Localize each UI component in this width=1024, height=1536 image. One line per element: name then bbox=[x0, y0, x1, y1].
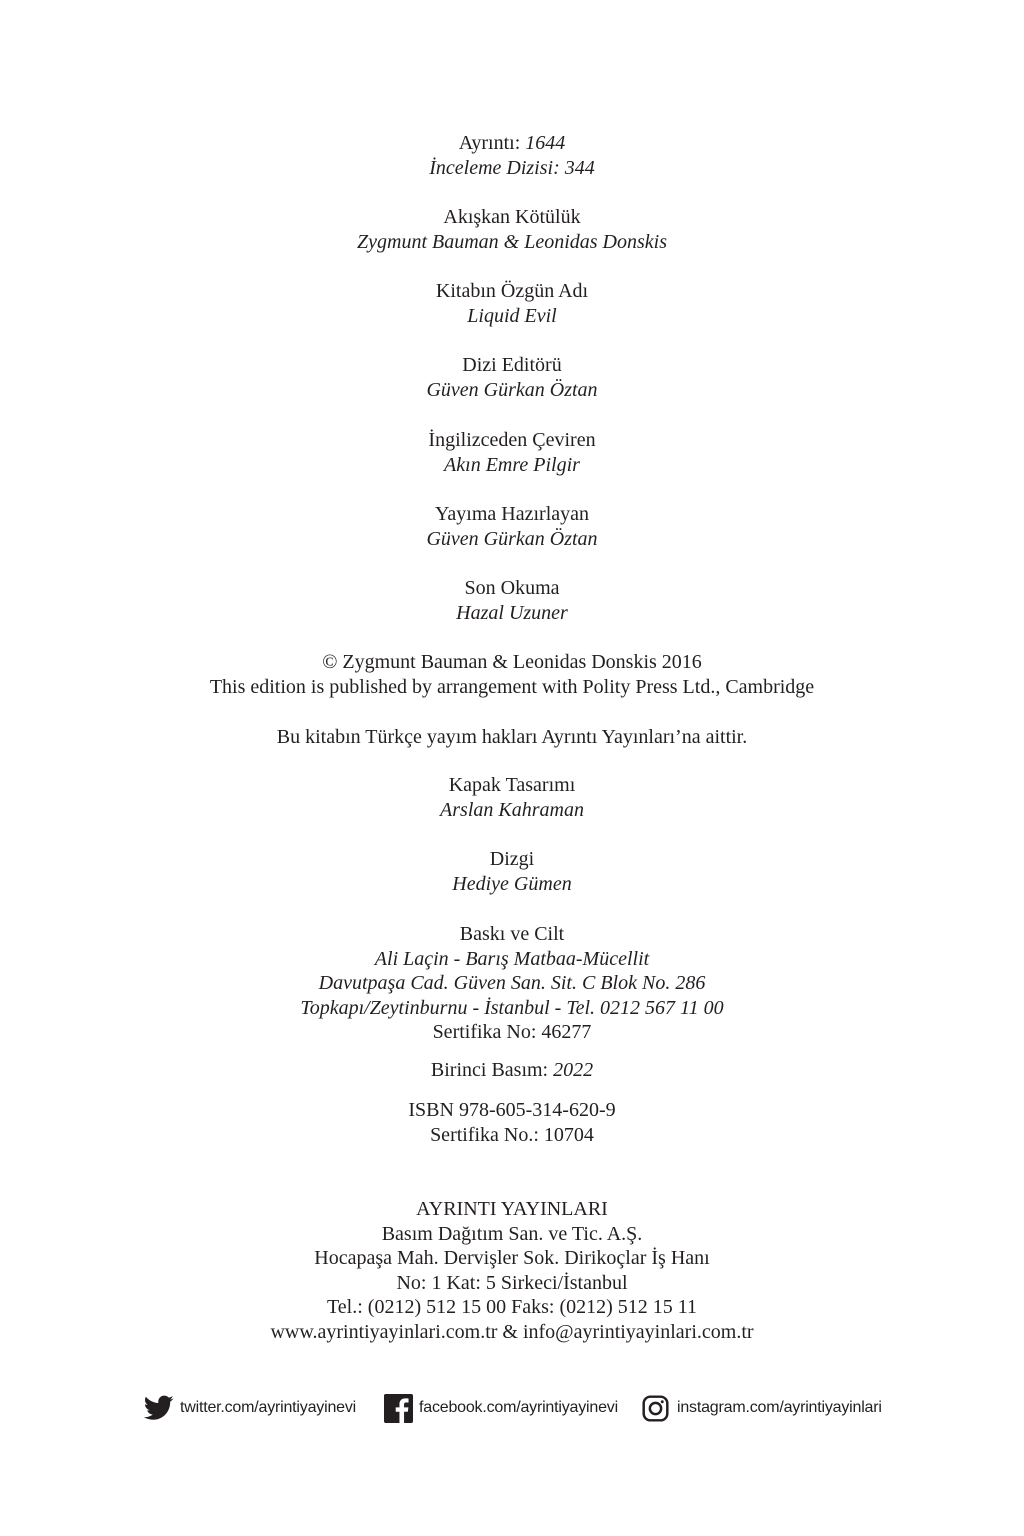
translator-block bbox=[0, 428, 1024, 477]
series-line bbox=[0, 131, 1024, 156]
copyright-line: © Zygmunt Bauman & Leonidas Donskis 2016 bbox=[322, 651, 702, 673]
copyright-block bbox=[0, 650, 1024, 699]
first-edition-label: Birinci Basım: bbox=[430, 1059, 554, 1081]
proofreading-value: Hazal Uzuner bbox=[456, 601, 568, 624]
cover-design-label: Kapak Tasarımı bbox=[448, 774, 576, 796]
instagram-link[interactable] bbox=[642, 1388, 882, 1428]
book-title: Akışkan Kötülük bbox=[443, 206, 581, 228]
first-edition-year: 2022 bbox=[553, 1059, 594, 1081]
printer-address-2: Topkapı/Zeytinburnu - İstanbul - Tel. 0212 567 11 00 bbox=[300, 996, 724, 1019]
cover-design-value: Arslan Kahraman bbox=[440, 798, 584, 821]
instagram-handle: instagram.com/ayrintiyayinlari bbox=[677, 1399, 882, 1416]
isbn: ISBN 978-605-314-620-9 bbox=[408, 1099, 616, 1121]
typesetting-value: Hediye Gümen bbox=[452, 872, 572, 895]
typesetting-label: Dizgi bbox=[489, 848, 535, 870]
series-editor-value: Güven Gürkan Öztan bbox=[426, 378, 598, 401]
publisher-name: AYRINTI YAYINLARI bbox=[416, 1198, 608, 1220]
first-edition-block bbox=[0, 1058, 1024, 1083]
publisher-phone: Tel.: (0212) 512 15 00 Faks: (0212) 512 15 11 bbox=[326, 1296, 698, 1318]
series-block bbox=[0, 131, 1024, 180]
publisher-address-2: No: 1 Kat: 5 Sirkeci/İstanbul bbox=[396, 1271, 628, 1294]
printer-certificate: Sertifika No: 46277 bbox=[432, 1021, 592, 1043]
cover-design-block bbox=[0, 773, 1024, 822]
social-links bbox=[0, 1388, 1024, 1428]
original-title-label: Kitabın Özgün Adı bbox=[435, 280, 589, 302]
isbn-block bbox=[0, 1098, 1024, 1147]
rights-statement: Bu kitabın Türkçe yayım hakları Ayrıntı Yayınları’na aittir. bbox=[276, 726, 748, 748]
proofreading-label: Son Okuma bbox=[464, 577, 560, 599]
publisher-certificate: Sertifika No.: 10704 bbox=[430, 1123, 594, 1146]
prepared-by-block bbox=[0, 502, 1024, 551]
printer-name: Ali Laçin - Barış Matbaa-Mücellit bbox=[374, 947, 650, 970]
first-edition-line bbox=[0, 1058, 1024, 1083]
series-editor-label: Dizi Editörü bbox=[462, 354, 562, 376]
title-block bbox=[0, 205, 1024, 254]
twitter-handle: twitter.com/ayrintiyayinevi bbox=[180, 1399, 356, 1416]
rights-block bbox=[0, 725, 1024, 750]
facebook-link[interactable] bbox=[384, 1388, 618, 1428]
twitter-link[interactable] bbox=[144, 1388, 356, 1428]
typesetting-block bbox=[0, 847, 1024, 896]
instagram-icon bbox=[642, 1395, 669, 1422]
twitter-icon bbox=[144, 1395, 174, 1421]
publisher-company: Basım Dağıtım San. ve Tic. A.Ş. bbox=[381, 1222, 643, 1245]
publisher-address-1: Hocapaşa Mah. Dervişler Sok. Dirikoçlar İş Hanı bbox=[314, 1247, 710, 1269]
series-number: 1644 bbox=[525, 132, 566, 154]
prepared-by-label: Yayıma Hazırlayan bbox=[434, 503, 590, 525]
printing-block bbox=[0, 922, 1024, 1045]
series-editor-block bbox=[0, 353, 1024, 402]
facebook-icon bbox=[384, 1394, 413, 1423]
prepared-by-value: Güven Gürkan Öztan bbox=[426, 527, 598, 550]
proofreading-block bbox=[0, 576, 1024, 625]
original-title-block bbox=[0, 279, 1024, 328]
facebook-handle: facebook.com/ayrintiyayinevi bbox=[419, 1399, 618, 1416]
subseries: İnceleme Dizisi: 344 bbox=[429, 156, 595, 179]
publisher-block bbox=[0, 1197, 1024, 1344]
publisher-web: www.ayrintiyayinlari.com.tr & info@ayrintiyayinlari.com.tr bbox=[270, 1320, 754, 1343]
translator-value: Akın Emre Pilgir bbox=[444, 453, 580, 476]
printer-address-1: Davutpaşa Cad. Güven San. Sit. C Blok No. 286 bbox=[318, 972, 706, 994]
series-label: Ayrıntı: bbox=[458, 132, 526, 154]
edition-arrangement: This edition is published by arrangement with Polity Press Ltd., Cambridge bbox=[209, 675, 815, 698]
book-authors: Zygmunt Bauman & Leonidas Donskis bbox=[357, 230, 667, 253]
printing-label: Baskı ve Cilt bbox=[459, 923, 565, 945]
translator-label: İngilizceden Çeviren bbox=[428, 429, 596, 451]
original-title-value: Liquid Evil bbox=[467, 304, 557, 327]
